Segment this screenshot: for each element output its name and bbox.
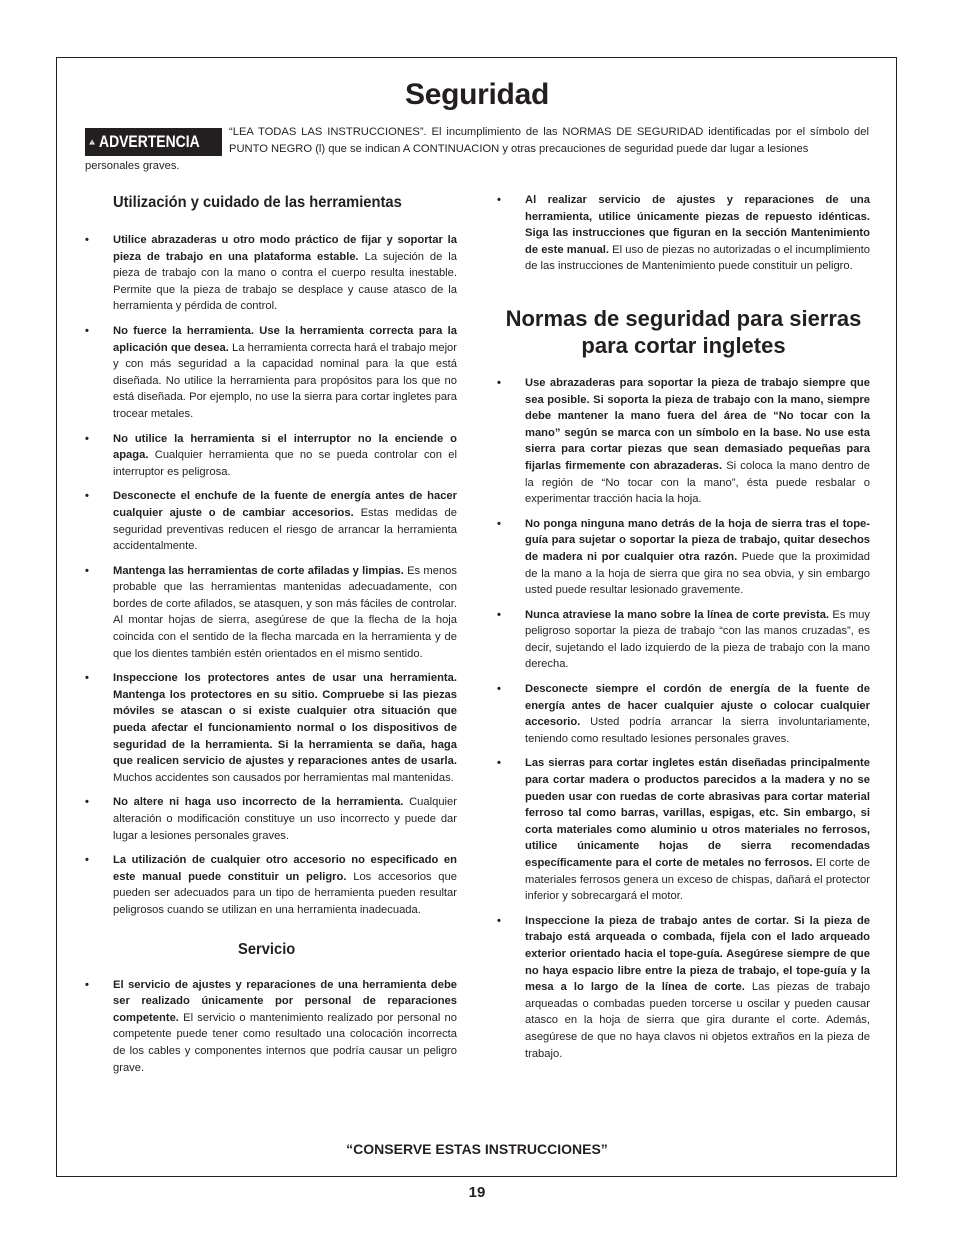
- rule-text: Es menos probable que las herramientas mantenidas adecuadamente, con bordes de corte afilados, se atasquen, y son más fáciles de controlar. Al montar hojas de sierra, asegúrese de que la flecha de la hoja coincida con el sentido de la flecha marcada en la herramienta y de que los dientes también estén orientados en el mismo sentido.: [113, 564, 457, 660]
- bullet: •: [85, 796, 89, 809]
- intro-text: “LEA TODAS LAS INSTRUCCIONES”. El incumplimiento de las NORMAS DE SEGURIDAD identificadas por el símbolo del PUNTO NEGRO (l) que se indican A CONTINUACION y otras precauciones de seguridad puede dar lugar a lesiones: [229, 126, 869, 155]
- rule-text: Cualquier alteración o modificación constituye un uso incorrecto y puede dar lugar a lesiones personales graves.: [113, 796, 457, 842]
- rule-bold: No ponga ninguna mano detrás de la hoja de sierra tras el tope-guía para sujetar o soportar la pieza de trabajo, quitar desechos de madera ni por cualquier otra razón.: [525, 517, 870, 563]
- conserve-instructions-note: “CONSERVE ESTAS INSTRUCCIONES”: [346, 1141, 608, 1157]
- safety-rule: [497, 913, 870, 1062]
- rule-bold: Inspeccione los protectores antes de usar una herramienta. Mantenga los protectores en su sitio. Compruebe si las piezas móviles se atascan o si existe cualquier otra situación que pueda afectar el funcionamiento normal o los dispositivos de seguridad de la herramienta. Si la herramienta se daña, haga que realicen servicio de ajustes y reparaciones antes de usarla.: [113, 672, 457, 768]
- rule-text: Cualquier herramienta que no se pueda controlar con el interruptor es peligrosa.: [113, 449, 457, 478]
- rule-text: Estas medidas de seguridad preventivas reducen el riesgo de arrancar la herramienta accidentalmente.: [113, 506, 457, 553]
- rule-text: La sujeción de la pieza de trabajo con la mano o contra el cuerpo resulta inestable. Permite que la pieza de trabajo se desplace y cause atasco de la herramienta y pérdida de control.: [113, 250, 457, 313]
- intro-text-continued: personales graves.: [85, 160, 180, 172]
- bullet: •: [497, 608, 501, 621]
- page-number: 19: [468, 1184, 486, 1201]
- safety-rule: [497, 516, 870, 599]
- rule-text: Las piezas de trabajo arqueadas o combadas pueden torcerse u oscilar y pueden causar atasco en la hoja de sierra que gira durante el corte. Además, asegúrese de que no haya clavos ni objetos extraños en la pieza de trabajo.: [525, 981, 870, 1060]
- bullet: •: [497, 376, 501, 389]
- bullet: •: [497, 757, 501, 770]
- safety-rule: [85, 670, 457, 786]
- heading-line-1: Normas de seguridad para sierras: [505, 305, 862, 331]
- section-heading-tool-use: Utilización y cuidado de las herramientas: [113, 194, 402, 211]
- rule-bold: Inspeccione la pieza de trabajo antes de cortar. Si la pieza de trabajo está arqueada o combada, fíjela con el lado arqueado exterior orientado hacia el tope-guía. Asegúrese siempre de que no haya espacio libre entre la pieza de trabajo, el tope-guía y la mesa a lo largo de la línea de corte.: [525, 914, 870, 994]
- safety-rule: [497, 375, 870, 508]
- safety-rule: [85, 563, 457, 663]
- safety-rule: [85, 852, 457, 918]
- page-title: Seguridad: [405, 78, 549, 111]
- rule-text: El uso de piezas no autorizadas o el incumplimiento de las instrucciones de Mantenimiento puede constituir un peligro.: [525, 243, 870, 273]
- rule-bold: No altere ni haga uso incorrecto de la herramienta.: [113, 796, 404, 809]
- bullet: •: [497, 914, 501, 927]
- rule-bold: Al realizar servicio de ajustes y reparaciones de una herramienta, utilice únicamente piezas de repuesto idénticas. Siga las instrucciones que figuran en la sección Mantenimiento de este manual.: [525, 194, 870, 256]
- rule-text: Usted podría arrancar la sierra involuntariamente, teniendo como resultado lesiones personales graves.: [525, 716, 870, 745]
- rule-text: El corte de materiales ferrosos genera un exceso de chispas, dañará el protector inferior y sobrecargará el motor.: [525, 857, 871, 903]
- rule-bold: No utilice la herramienta si el interruptor no la enciende o apaga.: [113, 432, 457, 462]
- safety-rule: [497, 681, 870, 747]
- rule-text: Los accesorios que pueden ser adecuados para un tipo de herramienta pueden resultar peligrosos cuando se utilizan en una herramienta inadecuada.: [113, 870, 457, 916]
- bullet: •: [85, 324, 89, 337]
- bullet: •: [85, 672, 89, 685]
- warning-triangle-icon: [89, 132, 95, 152]
- right-column: [497, 192, 870, 1062]
- safety-rule: [497, 607, 870, 673]
- safety-rule: [85, 323, 457, 423]
- bullet: •: [85, 490, 89, 503]
- safety-rule: [85, 232, 457, 315]
- bullet: •: [497, 517, 501, 530]
- heading-line-2: para cortar ingletes: [581, 332, 786, 358]
- warning-badge: [85, 128, 222, 156]
- left-column: [85, 192, 457, 1076]
- safety-rule: [85, 488, 457, 554]
- rule-bold: Las sierras para cortar ingletes están diseñadas principalmente para cortar madera o productos parecidos a la madera y no se pueden usar con ruedas de corte abrasivas para cortar material ferroso tal como barras, varillas, espigas, etc. Sin embargo, si corta materiales como aluminio u otros materiales no ferrosos, utilice únicamente hojas de sierra recomendadas específicamente para el corte de metales no ferrosos.: [525, 757, 870, 869]
- rule-bold: Desconecte el enchufe de la fuente de energía antes de hacer cualquier ajuste o de cambiar accesorios.: [113, 490, 457, 519]
- safety-rule: [497, 192, 870, 275]
- warning-label: ADVERTENCIA: [99, 132, 200, 151]
- bullet: •: [85, 564, 89, 577]
- rule-bold: Mantenga las herramientas de corte afiladas y limpias.: [113, 564, 404, 577]
- bullet: •: [85, 234, 89, 246]
- rule-bold: Use abrazaderas para soportar la pieza de trabajo siempre que sea posible. Si soporta la pieza de trabajo con la mano, siempre debe mantener la mano fuera del área de “No tocar con la mano” según se marca con un símbolo en la base. No use esta sierra para cortar piezas que sean demasiado pequeñas para fijarlas firmemente con abrazaderas.: [525, 376, 870, 472]
- rule-text: Muchos accidentes son causados por herramientas mal mantenidas.: [113, 771, 454, 784]
- bullet: •: [497, 683, 501, 696]
- section-heading-miter-saw: [497, 305, 870, 359]
- safety-rule: [85, 431, 457, 481]
- rule-text: El servicio o mantenimiento realizado por personal no competente puede tener como resultado una colocación incorrecta de los cables y componentes internos que podría causar un peligro grave.: [113, 1011, 457, 1074]
- bullet: •: [85, 432, 89, 445]
- rule-bold: Nunca atraviese la mano sobre la línea de corte prevista.: [525, 608, 830, 621]
- rule-bold: No fuerce la herramienta. Use la herramienta correcta para la aplicación que desea.: [113, 324, 457, 354]
- rule-bold: La utilización de cualquier otro accesorio no especificado en este manual puede constituir un peligro.: [113, 854, 457, 883]
- rule-bold: El servicio de ajustes y reparaciones de una herramienta debe ser realizado únicamente por personal de reparaciones competente.: [113, 978, 457, 1024]
- rule-text: La herramienta correcta hará el trabajo mejor y con más seguridad a la capacidad nominal para la que está diseñada. No utilice la herramienta para propósitos para los que no está diseñada. Por ejemplo, no use la sierra para cortar ingletes para trocear metales.: [113, 341, 458, 420]
- rule-text: Puede que la proximidad de la mano a la hoja de sierra que gira no sea obvia, y sin embargo usted puede resultar lesionado gravemente.: [525, 550, 870, 597]
- bullet: •: [85, 854, 89, 867]
- safety-rule: [497, 755, 870, 904]
- bullet: •: [85, 978, 89, 991]
- rule-text: Si coloca la mano dentro de la región de “No tocar con la mano”, ésta puede resbalar o experimentar tracción hacia la hoja.: [525, 459, 870, 506]
- safety-rule: [85, 794, 457, 844]
- safety-rule: [85, 977, 457, 1077]
- rule-text: Es muy peligroso soportar la pieza de trabajo “con las manos cruzadas”, es decir, sujetando el lado izquierdo de la pieza de trabajo con la mano derecha.: [525, 608, 870, 671]
- rule-bold: Utilice abrazaderas u otro modo práctico de fijar y soportar la pieza de trabajo en una plataforma estable.: [113, 234, 457, 263]
- rule-bold: Desconecte siempre el cordón de energía de la fuente de energía antes de hacer cualquier ajuste o colocar cualquier accesorio.: [525, 683, 870, 729]
- section-heading-service: Servicio: [238, 940, 296, 958]
- bullet: •: [497, 194, 501, 206]
